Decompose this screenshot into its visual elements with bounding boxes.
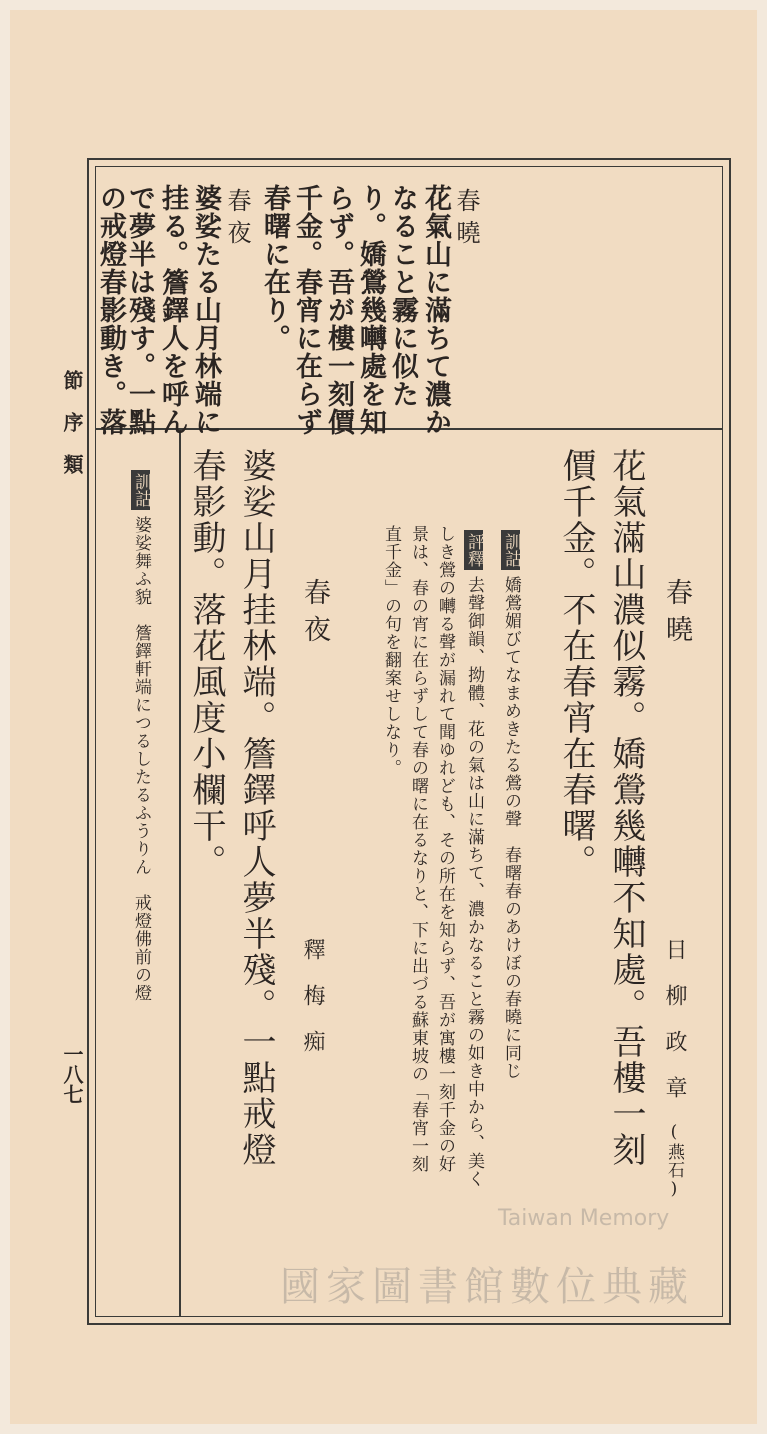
watermark: 國家圖書館數位典藏: [280, 1264, 694, 1310]
poem1-hyoshaku-line-4: 直千金」の句を翻案せしなり。: [381, 525, 401, 777]
poem1-hyoshaku-line-2: しき鶯の囀る聲が漏れて聞ゆれども、その所在を知らず、吾が寓樓一刻千金の好: [435, 525, 455, 1173]
poem2-title: 春夜: [299, 578, 330, 652]
poem1-author-block: [663, 938, 685, 1200]
watermark-sub: Taiwan Memory: [498, 1206, 670, 1231]
top-col-7: 春曙に在り。: [259, 184, 290, 352]
poem1-hyoshaku-line-3: 景は、春の宵に在らずして春の曙に在るなりと、下に出づる蘇東坡の「春宵一刻: [408, 525, 428, 1173]
kundoku-tag-2: 訓詁: [131, 470, 150, 510]
top-col-10: 挂る。簷鐸人を呼ん: [157, 184, 188, 436]
top-col-3: なること霧に似た: [387, 184, 418, 408]
poem1-author-note: (燕石): [664, 1122, 684, 1200]
running-head: 節序類: [60, 370, 84, 496]
poem2-line-1: 婆娑山月挂林端。簷鐸呼人夢半殘。一點戒燈: [236, 448, 276, 1168]
poem1-title: 春曉: [661, 578, 692, 652]
poem1-author: 日柳政章: [662, 938, 687, 1122]
page-number: 一八七: [60, 1044, 84, 1104]
top-col-9: 婆娑たる山月林端に: [190, 184, 221, 436]
hyoshaku-tag: 評釋: [464, 530, 483, 570]
top-col-11: で夢半は殘す。一點: [124, 184, 155, 436]
top-title-shunya: 春夜: [223, 188, 251, 252]
page: [10, 10, 757, 1424]
poem1-hyoshaku-1: [464, 530, 483, 1188]
top-col-2: 花氣山に滿ちて濃か: [420, 184, 451, 436]
top-col-5: らず。吾が樓一刻價: [323, 184, 354, 436]
poem2-kundoku: [131, 470, 150, 1002]
poem1-line-2: 價千金。不在春宵在春曙。: [556, 448, 596, 880]
top-col-12: の戒燈春影動き。落: [95, 184, 126, 436]
poem2-kundoku-text: 婆娑舞ふ貌 簷鐸軒端につるしたるふうりん 戒燈佛前の燈: [131, 516, 151, 1002]
poem1-line-1: 花氣滿山濃似霧。嬌鶯幾囀不知處。吾樓一刻: [606, 448, 646, 1168]
poem1-hyoshaku-line-1: 去聲御韻、拗體、花の氣は山に滿ちて、濃かなること霧の如き中から、美く: [464, 576, 484, 1188]
poem1-kundoku-text: 嬌鶯媚びてなまめきたる鶯の聲 春曙春のあけぼの春曉に同じ: [501, 576, 521, 1080]
kundoku-tag: 訓詁: [501, 530, 520, 570]
poem2-line-2: 春影動。落花風度小欄干。: [186, 448, 226, 880]
poem1-kundoku: [501, 530, 520, 1080]
vertical-divider: [179, 428, 181, 1317]
top-col-6: 千金。春宵に在らず: [291, 184, 322, 436]
poem2-author: 釋梅痴: [300, 938, 325, 1076]
top-col-4: り。嬌鶯幾囀處を知: [355, 184, 386, 436]
content-frame: [87, 158, 731, 1325]
top-title-shunkyo: 春曉: [452, 188, 480, 252]
